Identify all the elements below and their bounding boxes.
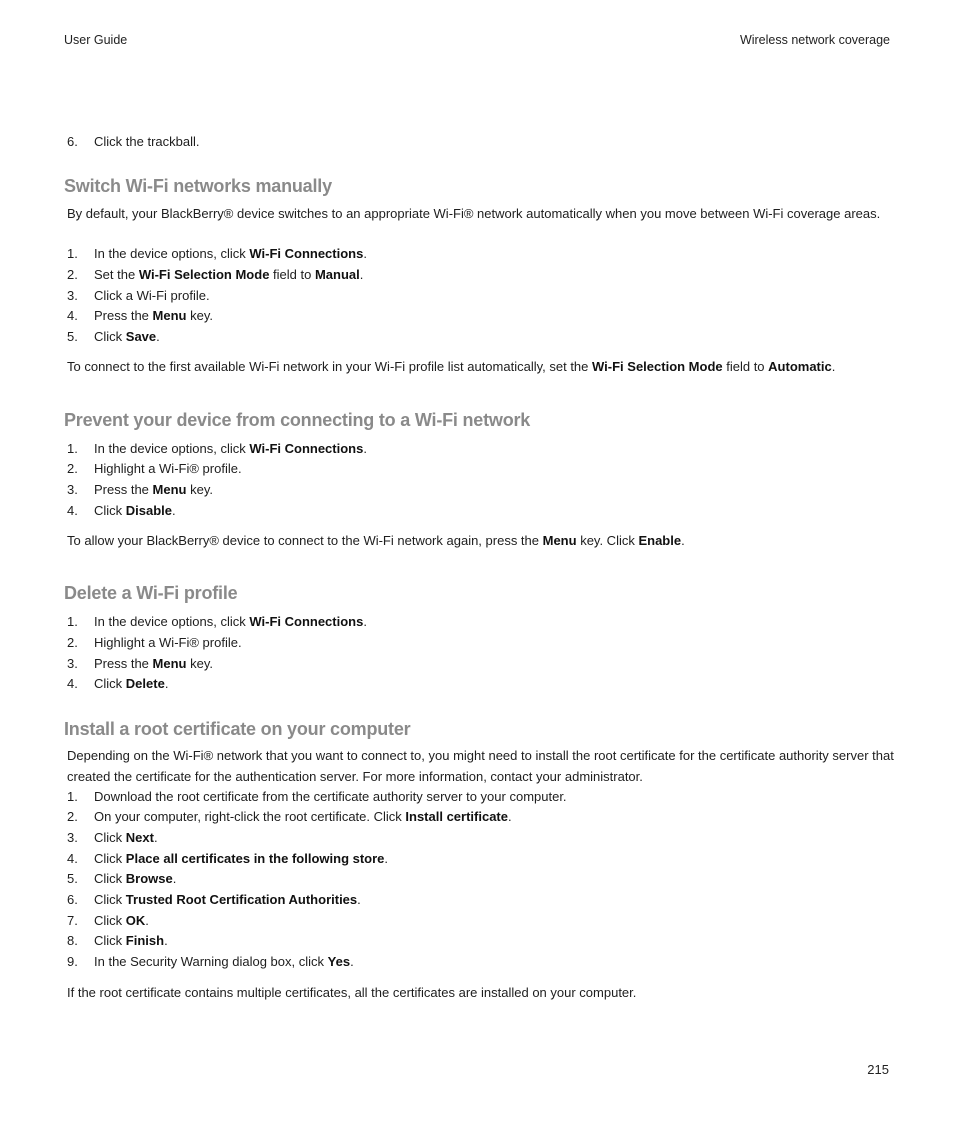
step-text: Click (94, 851, 126, 866)
step-text: Click (94, 676, 126, 691)
step-text: . (153, 830, 158, 845)
step-text: key. (186, 656, 213, 671)
step-number: 4. (67, 308, 78, 323)
section-note (67, 357, 835, 378)
ui-label: Wi-Fi Selection Mode (592, 359, 723, 374)
ui-label: Save (125, 329, 157, 344)
step-text: key. (186, 308, 213, 323)
step-text: Press the (94, 482, 153, 497)
step-number: 9. (67, 954, 78, 969)
note-text: key. Click (576, 533, 639, 548)
ui-label: Wi-Fi Connections (249, 614, 364, 629)
note-text: To allow your BlackBerry® device to connect to the Wi-Fi network again, press the (67, 533, 543, 548)
step-text: Click the trackball. (94, 134, 200, 149)
step-number: 2. (67, 461, 78, 476)
section-intro: By default, your BlackBerry® device switches to an appropriate Wi-Fi® network automatically when you move between Wi-Fi coverage areas. (67, 206, 881, 221)
ui-label: Place all certificates in the following store (125, 851, 385, 866)
list-item (67, 654, 213, 675)
step-text: . (145, 913, 149, 928)
list-item (67, 911, 149, 932)
list-item (67, 849, 388, 870)
note-text: field to (722, 359, 769, 374)
ui-label: Automatic (768, 359, 832, 374)
step-text: . (350, 954, 354, 969)
step-number: 4. (67, 676, 78, 691)
step-text: Click (94, 933, 126, 948)
step-text: Click (94, 892, 126, 907)
ui-label: Install certificate (405, 809, 508, 824)
step-text: Click (94, 913, 126, 928)
step-text: . (172, 503, 176, 518)
ui-label: Trusted Root Certification Authorities (125, 892, 358, 907)
step-number: 1. (67, 441, 78, 456)
running-header-right: Wireless network coverage (739, 33, 890, 47)
section-heading: Prevent your device from connecting to a Wi-Fi network (64, 410, 531, 430)
page-number: 215 (867, 1062, 889, 1077)
step-number: 4. (67, 503, 78, 518)
list-item (67, 633, 242, 654)
ui-label: Enable (638, 533, 682, 548)
list-item (67, 265, 363, 286)
step-number: 8. (67, 933, 78, 948)
section-note (67, 983, 636, 1004)
ui-label: Wi-Fi Connections (249, 246, 364, 261)
ui-label: Manual (314, 267, 360, 282)
step-number: 5. (67, 329, 78, 344)
list-item (67, 244, 367, 265)
ui-label: Finish (125, 933, 165, 948)
step-text: . (172, 871, 177, 886)
step-number: 5. (67, 871, 78, 886)
step-number: 1. (67, 614, 78, 629)
list-item (67, 828, 158, 849)
list-item (67, 869, 176, 890)
step-text: key. (186, 482, 213, 497)
ui-label: Wi-Fi Selection Mode (138, 267, 270, 282)
step-number: 2. (67, 267, 78, 282)
step-text: Highlight a Wi-Fi® profile. (94, 635, 242, 650)
ui-label: Browse (125, 871, 173, 886)
step-text: . (156, 329, 160, 344)
step-text: Click (94, 329, 126, 344)
step-text: Press the (94, 308, 153, 323)
step-text: In the device options, click (94, 441, 250, 456)
running-header-left: User Guide (64, 33, 128, 47)
step-number: 3. (67, 482, 78, 497)
step-text: On your computer, right-click the root certificate. Click (94, 809, 406, 824)
step-text: . (363, 246, 367, 261)
ui-label: Menu (152, 656, 187, 671)
ui-label: Disable (125, 503, 173, 518)
list-item (67, 890, 361, 911)
step-text: Download the root certificate from the certificate authority server to your computer. (94, 789, 567, 804)
step-number: 3. (67, 656, 78, 671)
step-text: Highlight a Wi-Fi® profile. (94, 461, 242, 476)
section-note (67, 531, 685, 552)
list-item (67, 286, 210, 307)
step-number: 7. (67, 913, 78, 928)
list-item (67, 459, 242, 480)
list-item (67, 306, 213, 327)
step-text: Set the (94, 267, 139, 282)
ui-label: Menu (542, 533, 577, 548)
ui-label: Yes (327, 954, 351, 969)
step-number: 2. (67, 809, 78, 824)
note-text: . (681, 533, 685, 548)
ui-label: Delete (125, 676, 165, 691)
ui-label: Menu (152, 308, 187, 323)
step-text: . (359, 267, 364, 282)
step-text: Click (94, 503, 126, 518)
list-item (67, 439, 367, 460)
step-number: 6. (67, 134, 78, 149)
note-text: . (831, 359, 836, 374)
step-text: In the device options, click (94, 246, 250, 261)
section-heading: Delete a Wi-Fi profile (64, 583, 238, 603)
step-number: 1. (67, 246, 78, 261)
list-item (67, 674, 168, 695)
list-item (67, 787, 567, 808)
step-text: Click (94, 830, 126, 845)
list-item (67, 480, 213, 501)
ui-label: Next (125, 830, 154, 845)
step-number: 1. (67, 789, 78, 804)
list-item (67, 327, 160, 348)
step-text: . (164, 933, 168, 948)
step-text: In the Security Warning dialog box, click (94, 954, 328, 969)
ui-label: OK (125, 913, 146, 928)
step-text: Click a Wi-Fi profile. (94, 288, 210, 303)
step-number: 4. (67, 851, 78, 866)
section-heading: Install a root certificate on your computer (64, 719, 411, 739)
list-item (67, 931, 168, 952)
list-item (67, 807, 512, 828)
step-number: 6. (67, 892, 78, 907)
list-item (67, 501, 176, 522)
step-text: . (357, 892, 361, 907)
step-text: field to (269, 267, 315, 282)
step-number: 3. (67, 830, 78, 845)
step-text: . (363, 441, 367, 456)
ui-label: Wi-Fi Connections (249, 441, 364, 456)
step-text: . (164, 676, 169, 691)
step-text: Click (94, 871, 126, 886)
note-text: To connect to the first available Wi-Fi network in your Wi-Fi profile list automatically, set the (67, 359, 593, 374)
section-intro: Depending on the Wi-Fi® network that you want to connect to, you might need to install the root certificate for the certificate authority server that created the certificate for the authentication server. For more information, contact your administrator. (67, 748, 894, 784)
ui-label: Menu (152, 482, 187, 497)
list-item (67, 132, 199, 153)
step-text: Press the (94, 656, 153, 671)
note-text: If the root certificate contains multiple certificates, all the certificates are installed on your computer. (67, 985, 637, 1000)
step-text: . (508, 809, 512, 824)
step-number: 2. (67, 635, 78, 650)
list-item (67, 612, 367, 633)
step-text: . (363, 614, 367, 629)
list-item (67, 952, 354, 973)
step-number: 3. (67, 288, 78, 303)
step-text: In the device options, click (94, 614, 250, 629)
section-heading: Switch Wi-Fi networks manually (64, 176, 332, 196)
step-text: . (384, 851, 389, 866)
